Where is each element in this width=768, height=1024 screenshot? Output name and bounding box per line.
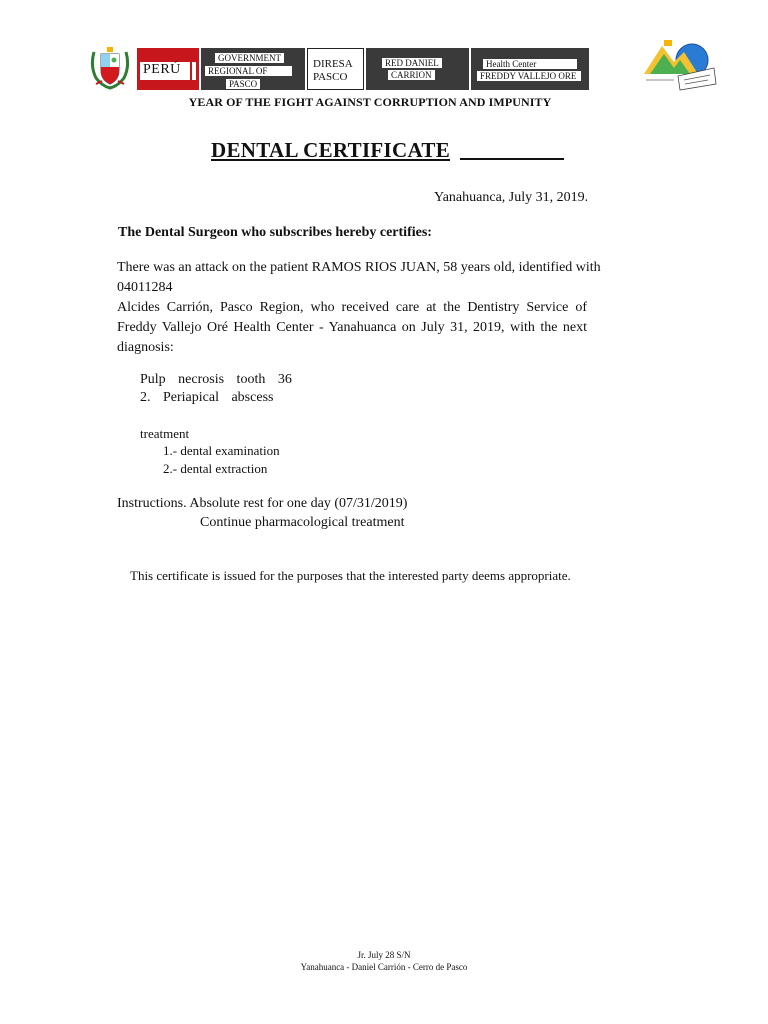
certifies-statement: The Dental Surgeon who subscribes hereby certifies: <box>118 225 432 240</box>
issue-date: Yanahuanca, July 31, 2019. <box>434 190 589 205</box>
treatment-label: treatment <box>140 426 190 441</box>
health-center-box <box>471 48 589 90</box>
hc-line2: FREDDY VALLEJO ORE <box>477 71 581 81</box>
diresa-box <box>307 48 364 90</box>
care-paragraph: Alcides Carrión, Pasco Region, who received care at the Dentistry Service of Freddy Vallejo Oré Health Center - Yanahuanca on July 31, 2019, with the next diagnosis: <box>117 300 587 355</box>
footer-address: Jr. July 28 S/N <box>357 950 411 960</box>
closing-statement: This certificate is issued for the purposes that the interested party deems appropriate. <box>130 568 571 583</box>
national-coat-of-arms-icon <box>88 44 132 90</box>
government-regional-box <box>201 48 305 90</box>
treatment-item-2: 2.- dental extraction <box>163 461 268 476</box>
peru-badge <box>137 48 199 90</box>
diresa-line1: DIRESA <box>310 58 356 70</box>
regional-government-logo-icon <box>640 36 720 96</box>
gov-line2: REGIONAL OF <box>205 66 292 76</box>
patient-paragraph: There was an attack on the patient RAMOS RIOS JUAN, 58 years old, identified with 04011284 <box>117 260 601 295</box>
peru-label: PERÚ <box>143 62 181 77</box>
red-line1: RED DANIEL <box>382 58 442 68</box>
red-daniel-carrion-box <box>366 48 469 90</box>
red-line2: CARRION <box>388 70 435 80</box>
treatment-item-1: 1.- dental examination <box>163 443 280 458</box>
year-motto: YEAR OF THE FIGHT AGAINST CORRUPTION AND IMPUNITY <box>188 95 552 109</box>
hc-line1: Health Center <box>483 59 577 69</box>
diresa-line2: PASCO <box>310 71 350 83</box>
gov-line1: GOVERNMENT <box>215 53 284 63</box>
footer-location: Yanahuanca - Daniel Carrión - Cerro de Pasco <box>300 962 468 972</box>
diagnosis-item-2: 2. Periapical abscess <box>140 390 274 405</box>
diagnosis-item-1: Pulp necrosis tooth 36 <box>140 372 292 387</box>
title-underline <box>460 158 564 160</box>
page-title: DENTAL CERTIFICATE <box>211 138 451 162</box>
instructions-line-2: Continue pharmacological treatment <box>200 515 405 530</box>
instructions-line-1: Instructions. Absolute rest for one day (07/31/2019) <box>117 496 408 511</box>
gov-line3: PASCO <box>226 79 260 89</box>
